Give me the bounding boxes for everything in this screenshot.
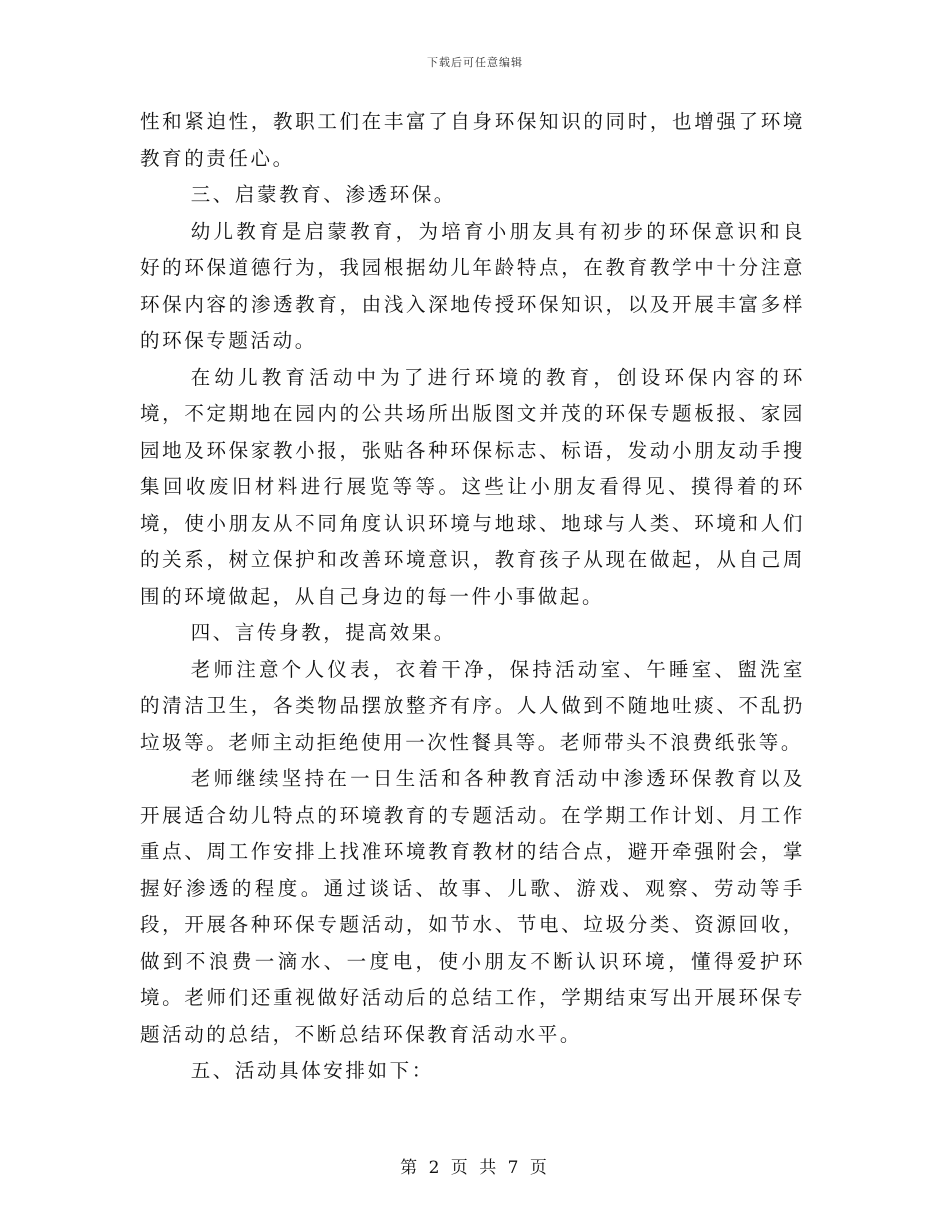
section-heading: 三、启蒙教育、渗透环保。 — [190, 183, 456, 206]
paragraph: 在幼儿教育活动中为了进行环境的教育，创设环保内容的环境，不定期地在园内的公共场所出版图文并茂的环保专题板报、家园园地及环保家教小报，张贴各种环保标志、标语，发动小朋友动手搜集回收废旧材料进行展览等等。这些让小朋友看得见、摸得着的环境，使小朋友从不同角度认识环境与地球、地球与人类、环境和人们的关系，树立保护和改善环境意识，教育孩子从现在做起，从自己周围的环境做起，从自己身边的每一件小事做起。 — [140, 365, 805, 608]
section-heading: 四、言传身教，提高效果。 — [190, 621, 456, 644]
document-body — [140, 104, 805, 1090]
paragraph: 老师注意个人仪表，衣着干净，保持活动室、午睡室、盥洗室的清洁卫生，各类物品摆放整齐有序。人人做到不随地吐痰、不乱扔垃圾等。老师主动拒绝使用一次性餐具等。老师带头不浪费纸张等。 — [140, 657, 805, 754]
paragraph: 幼儿教育是启蒙教育，为培育小朋友具有初步的环保意识和良好的环保道德行为，我园根据幼儿年龄特点，在教育教学中十分注意环保内容的渗透教育，由浅入深地传授环保知识，以及开展丰富多样的环保专题活动。 — [140, 219, 805, 352]
section-heading: 五、活动具体安排如下： — [190, 1059, 434, 1082]
page-header: 下载后可任意编辑 — [427, 56, 523, 69]
page-number-footer: 第 2 页 共 7 页 — [400, 1158, 550, 1178]
paragraph: 老师继续坚持在一日生活和各种教育活动中渗透环保教育以及开展适合幼儿特点的环境教育的专题活动。在学期工作计划、月工作重点、周工作安排上找准环境教育教材的结合点，避开牵强附会，掌握好渗透的程度。通过谈话、故事、儿歌、游戏、观察、劳动等手段，开展各种环保专题活动，如节水、节电、垃圾分类、资源回收，做到不浪费一滴水、一度电，使小朋友不断认识环境，懂得爱护环境。老师们还重视做好活动后的总结工作，学期结束写出开展环保专题活动的总结，不断总结环保教育活动水平。 — [140, 767, 805, 1046]
paragraph: 性和紧迫性，教职工们在丰富了自身环保知识的同时，也增强了环境教育的责任心。 — [140, 110, 805, 170]
